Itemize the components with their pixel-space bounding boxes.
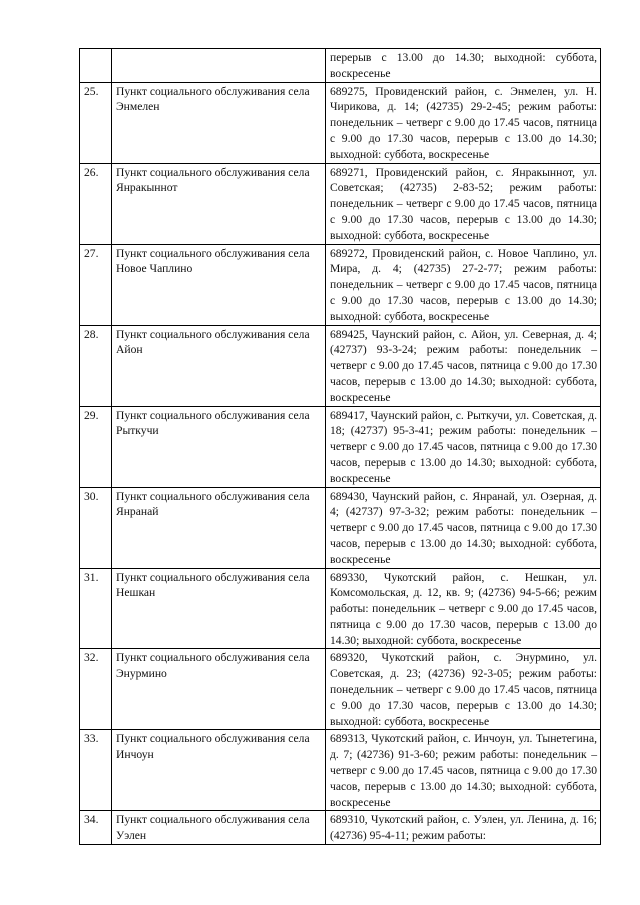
service-point-name: Пункт социального обслуживания села Рыткучи xyxy=(112,406,326,487)
row-number: 26. xyxy=(80,163,112,244)
address-and-schedule: 689272, Провиденский район, с. Новое Чаплино, ул. Мира, д. 4; (42735) 27-2-77; режим работы: понедельник – четверг с 9.00 до 17.45 часов, пятница с 9.00 до 17.30 часов, перерыв с 13.00 до 14.30; выходной: суббота, воскресенье xyxy=(326,244,601,325)
address-and-schedule: 689417, Чаунский район, с. Рыткучи, ул. Советская, д. 18; (42737) 95-3-41; режим работы: понедельник – четверг с 9.00 до 17.45 часов, пятница с 9.00 до 17.30 часов, перерыв с 13.00 до 14.30; выходной: суббота, воскресенье xyxy=(326,406,601,487)
table-row xyxy=(80,244,601,325)
table-row xyxy=(80,163,601,244)
service-point-name: Пункт социального обслуживания села Энурмино xyxy=(112,649,326,730)
row-number: 27. xyxy=(80,244,112,325)
address-and-schedule: 689430, Чаунский район, с. Янранай, ул. Озерная, д. 4; (42737) 97-3-32; режим работы: понедельник – четверг с 9.00 до 17.45 часов, пятница с 9.00 до 17.30 часов, перерыв с 13.00 до 14.30; выходной: суббота, воскресенье xyxy=(326,487,601,568)
table-row xyxy=(80,325,601,406)
address-and-schedule: 689320, Чукотский район, с. Энурмино, ул. Советская, д. 23; (42736) 92-3-05; режим работы: понедельник – четверг с 9.00 до 17.45 часов, пятница с 9.00 до 17.30 часов, перерыв с 13.00 до 14.30; выходной: суббота, воскресенье xyxy=(326,649,601,730)
row-number: 32. xyxy=(80,649,112,730)
row-number: 31. xyxy=(80,568,112,649)
row-number: 30. xyxy=(80,487,112,568)
table-row xyxy=(80,811,601,845)
table-row xyxy=(80,649,601,730)
service-points-table xyxy=(79,48,601,845)
address-and-schedule: 689310, Чукотский район, с. Уэлен, ул. Ленина, д. 16; (42736) 95-4-11; режим работы: xyxy=(326,811,601,845)
service-point-name xyxy=(112,49,326,83)
address-and-schedule: 689271, Провиденский район, с. Янракыннот, ул. Советская; (42735) 2-83-52; режим работы: понедельник – четверг с 9.00 до 17.45 часов, пятница с 9.00 до 17.30 часов, перерыв с 13.00 до 14.30; выходной: суббота, воскресенье xyxy=(326,163,601,244)
service-point-name: Пункт социального обслуживания села Нешкан xyxy=(112,568,326,649)
service-point-name: Пункт социального обслуживания села Айон xyxy=(112,325,326,406)
table-row xyxy=(80,49,601,83)
table-body xyxy=(80,49,601,845)
row-number: 34. xyxy=(80,811,112,845)
row-number: 25. xyxy=(80,82,112,163)
address-and-schedule: 689425, Чаунский район, с. Айон, ул. Северная, д. 4; (42737) 93-3-24; режим работы: понедельник – четверг с 9.00 до 17.45 часов, пятница с 9.00 до 17.30 часов, перерыв с 13.00 до 14.30; выходной: суббота, воскресенье xyxy=(326,325,601,406)
address-and-schedule: 689330, Чукотский район, с. Нешкан, ул. Комсомольская, д. 12, кв. 9; (42736) 94-5-66; режим работы: понедельник – четверг с 9.00 до 17.45 часов, пятница с 9.00 до 17.30 часов, перерыв с 13.00 до 14.30; выходной: суббота, воскресенье xyxy=(326,568,601,649)
row-number: 29. xyxy=(80,406,112,487)
table-row xyxy=(80,568,601,649)
address-and-schedule: 689313, Чукотский район, с. Инчоун, ул. Тынетегина, д. 7; (42736) 91-3-60; режим работы: понедельник – четверг с 9.00 до 17.45 часов, пятница с 9.00 до 17.30 часов, перерыв с 13.00 до 14.30; выходной: суббота, воскресенье xyxy=(326,730,601,811)
row-number xyxy=(80,49,112,83)
table-row xyxy=(80,730,601,811)
row-number: 28. xyxy=(80,325,112,406)
address-and-schedule: 689275, Провиденский район, с. Энмелен, ул. Н. Чирикова, д. 14; (42735) 29-2-45; режим работы: понедельник – четверг с 9.00 до 17.45 часов, пятница с 9.00 до 17.30 часов, перерыв с 13.00 до 14.30; выходной: суббота, воскресенье xyxy=(326,82,601,163)
service-point-name: Пункт социального обслуживания села Энмелен xyxy=(112,82,326,163)
service-point-name: Пункт социального обслуживания села Уэлен xyxy=(112,811,326,845)
service-point-name: Пункт социального обслуживания села Новое Чаплино xyxy=(112,244,326,325)
service-point-name: Пункт социального обслуживания села Инчоун xyxy=(112,730,326,811)
table-row xyxy=(80,82,601,163)
table-row xyxy=(80,406,601,487)
address-and-schedule: перерыв с 13.00 до 14.30; выходной: суббота, воскресенье xyxy=(326,49,601,83)
service-point-name: Пункт социального обслуживания села Янракыннот xyxy=(112,163,326,244)
service-point-name: Пункт социального обслуживания села Янранай xyxy=(112,487,326,568)
table-row xyxy=(80,487,601,568)
row-number: 33. xyxy=(80,730,112,811)
